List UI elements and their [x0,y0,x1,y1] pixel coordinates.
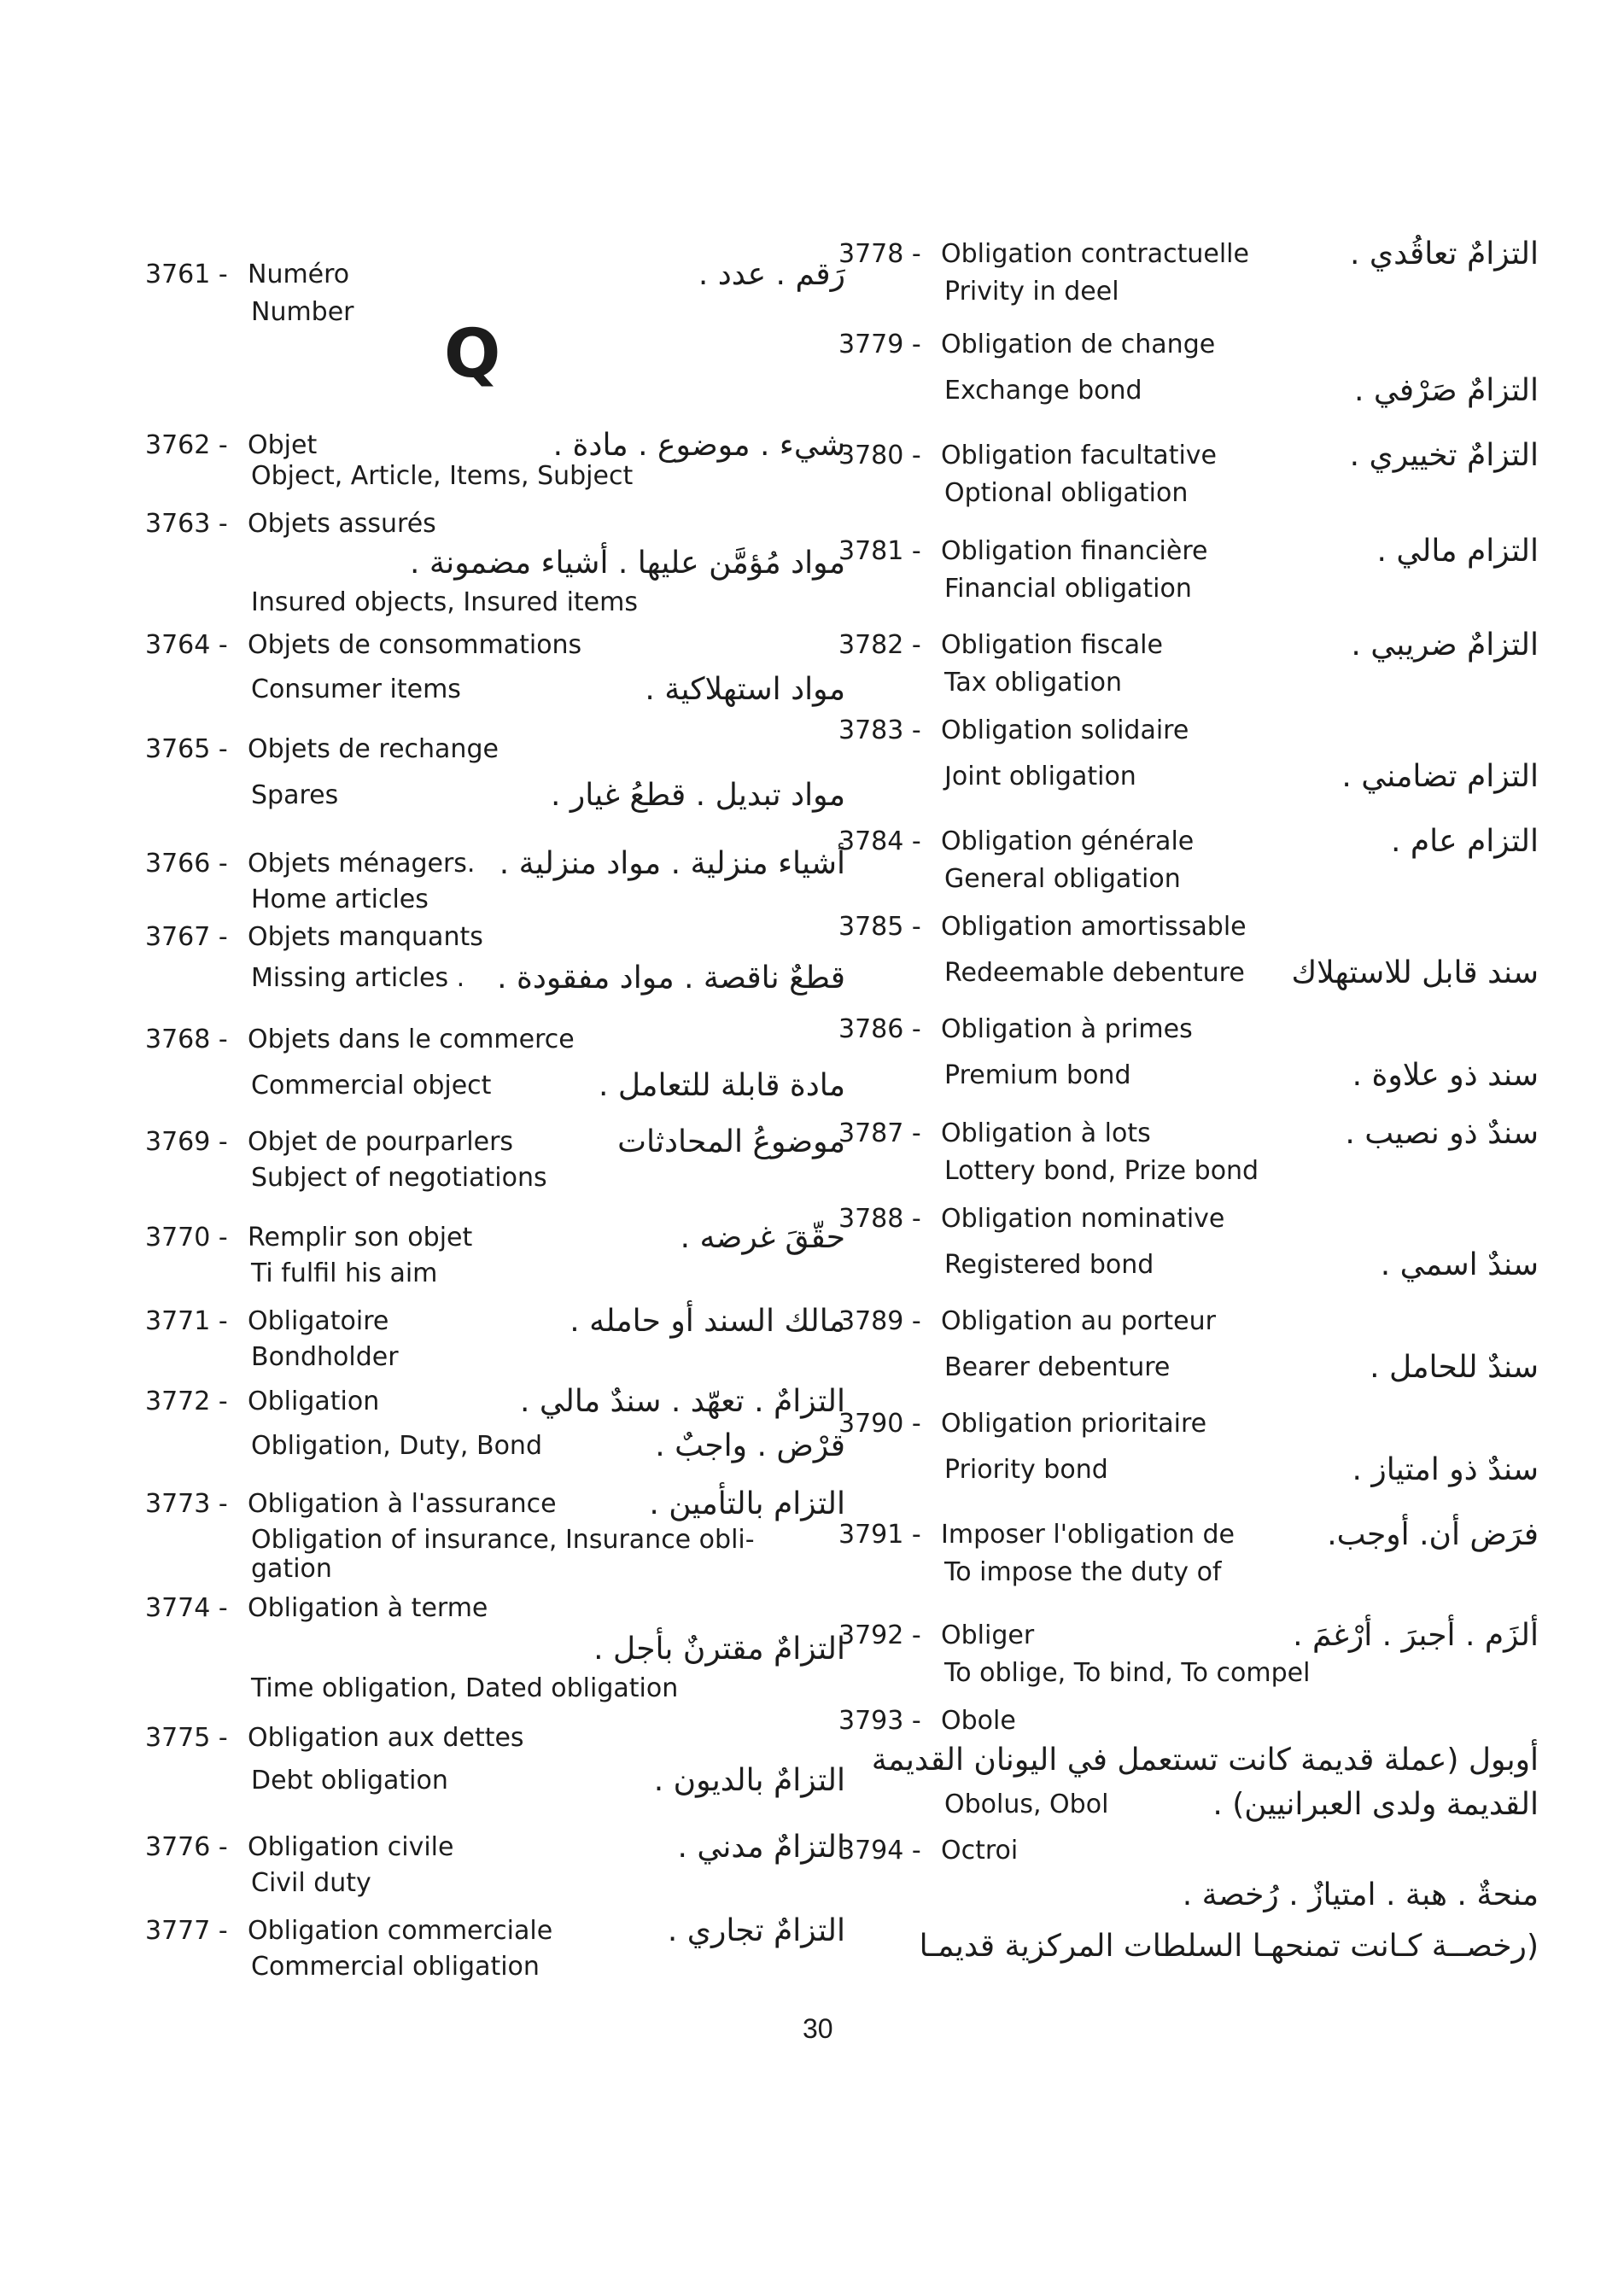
french-term: Obligation au porteur [941,1306,1216,1336]
english-term: Missing articles . [251,963,465,993]
english-term: Insured objects, Insured items [251,587,638,617]
page-number: 30 [803,2013,833,2044]
arabic-term: حقّقَ غرضه . [680,1220,845,1255]
english-term: Optional obligation [944,478,1189,508]
french-term: Objet [248,430,318,460]
entry-number: 3770 - [145,1223,228,1252]
french-term: Obligation aux dettes [248,1723,524,1753]
arabic-term-2: قرْض . واجبٌ . [655,1428,845,1463]
english-term: Bearer debenture [944,1352,1171,1382]
entry-number: 3780 - [838,441,921,470]
arabic-term: مالك السند أو حامله . [570,1304,845,1339]
english-term: Joint obligation [944,762,1136,791]
english-term: Civil duty [251,1868,371,1898]
english-term: Ti fulfil his aim [251,1258,438,1288]
entry-number: 3771 - [145,1306,228,1336]
french-term: Obligation amortissable [941,912,1247,942]
english-term: Commercial obligation [251,1952,540,1982]
french-term: Imposer l'obligation de [941,1520,1236,1550]
arabic-term: التزامٌ تخييري . [1349,438,1539,473]
french-term: Objets de consommations [248,630,582,660]
entry-number: 3779 - [838,330,921,359]
entry-number: 3774 - [145,1593,228,1623]
french-term: Remplir son objet [248,1223,473,1252]
french-term: Obligation fiscale [941,630,1163,660]
french-term: Obligation nominative [941,1204,1225,1234]
entry-number: 3781 - [838,536,921,566]
english-term: Commercial object [251,1071,492,1101]
english-term: Financial obligation [944,574,1192,604]
arabic-term: رَقم . عدد . [698,257,845,292]
arabic-term: قطعٌ ناقصة . مواد مفقودة . [497,960,845,996]
english-term: Object, Article, Items, Subject [251,461,634,491]
french-term: Obligation à terme [248,1593,488,1623]
arabic-term: التزامٌ مقترنٌ بأجل . [593,1632,845,1667]
arabic-term: فرَض أن. أوجب. [1327,1517,1539,1552]
french-term: Obligation [248,1387,380,1416]
french-term: Objets assurés [248,509,436,539]
entry-number: 3791 - [838,1520,921,1550]
french-term: Obligation financière [941,536,1208,566]
right-column [838,0,1539,2283]
section-letter: Q [444,316,501,393]
arabic-term: التزامٌ تجاري . [667,1913,845,1948]
entry-number: 3793 - [838,1706,921,1736]
english-term: Time obligation, Dated obligation [251,1673,679,1703]
entry-number: 3788 - [838,1204,921,1234]
english-term: Premium bond [944,1060,1131,1090]
arabic-term: التزامٌ . تعهّد . سندٌ مالي . [519,1384,845,1419]
french-term: Obligation civile [248,1832,454,1862]
entry-number: 3785 - [838,912,921,942]
french-term: Obligation solidaire [941,715,1189,745]
arabic-term: منحةٌ . هبة . امتيازٌ . رُخصة . [1182,1877,1539,1912]
english-term: Spares [251,780,339,810]
arabic-term: التزامٌ ضريبي . [1351,628,1539,663]
entry-number: 3766 - [145,849,228,879]
entry-number: 3776 - [145,1832,228,1862]
english-term: Obligation of insurance, Insurance obli- [251,1525,755,1555]
english-term: Privity in deel [944,277,1119,307]
entry-number: 3783 - [838,715,921,745]
french-term: Obligation générale [941,826,1195,856]
french-term: Obligation de change [941,330,1216,359]
english-term: Exchange bond [944,376,1142,406]
entry-number: 3769 - [145,1127,228,1157]
entry-number: 3765 - [145,734,228,764]
entry-number: 3786 - [838,1014,921,1044]
arabic-term: سندٌ ذو امتياز . [1352,1452,1539,1487]
english-term: Obolus, Obol [944,1790,1109,1819]
entry-number: 3767 - [145,922,228,952]
arabic-term: التزامٌ بالديون . [653,1763,845,1798]
arabic-term: التزام مالي . [1376,534,1539,569]
left-column [145,0,845,2283]
arabic-term: ألزَم . أجبرَ . أرْغمَ . [1293,1618,1539,1653]
french-term: Obligation prioritaire [941,1409,1207,1439]
arabic-term-2: (رخصــة كـانت تمنحهـا السلطات المركزية قديمـا [919,1929,1539,1964]
arabic-term: سندٌ اسمي . [1380,1247,1539,1282]
french-term: Obligation à primes [941,1014,1193,1044]
arabic-term: موضوعُ المحادثات [617,1124,845,1159]
arabic-term: سندٌ ذو نصيب . [1345,1116,1539,1151]
entry-number: 3763 - [145,509,228,539]
english-term: Lottery bond, Prize bond [944,1156,1259,1186]
french-term: Objets manquants [248,922,483,952]
english-term: Redeemable debenture [944,958,1245,988]
arabic-term: شيء . موضوع . مادة . [552,428,845,463]
french-term: Obligation facultative [941,441,1217,470]
french-term: Octroi [941,1836,1019,1866]
arabic-term: التزامٌ مدني . [677,1830,845,1865]
entry-number: 3773 - [145,1489,228,1519]
french-term: Obole [941,1706,1016,1736]
english-term: Registered bond [944,1250,1154,1280]
english-term: General obligation [944,864,1181,894]
entry-number: 3787 - [838,1118,921,1148]
arabic-term: التزامٌ تعاقُدي . [1350,236,1539,272]
english-term: Consumer items [251,674,461,704]
english-term-continued: gation [251,1554,332,1584]
arabic-term-2: القديمة ولدى العبرانيين) . [1212,1787,1539,1822]
arabic-term: مواد تبديل . قطعُ غيار . [550,778,845,813]
arabic-term: التزام عام . [1390,824,1539,859]
entry-number: 3792 - [838,1620,921,1650]
english-term: Priority bond [944,1455,1108,1485]
arabic-term: مادة قابلة للتعامل . [599,1068,845,1103]
english-term: Number [251,297,354,327]
french-term: Obligation à l'assurance [248,1489,557,1519]
entry-number: 3784 - [838,826,921,856]
entry-number: 3768 - [145,1025,228,1054]
english-term: Bondholder [251,1342,399,1372]
french-term: Objets dans le commerce [248,1025,575,1054]
english-term: To oblige, To bind, To compel [944,1658,1311,1688]
arabic-term: التزام تضامني . [1341,759,1539,794]
french-term: Obligation contractuelle [941,239,1249,269]
entry-number: 3772 - [145,1387,228,1416]
entry-number: 3777 - [145,1916,228,1946]
english-term: Debt obligation [251,1766,448,1795]
entry-number: 3782 - [838,630,921,660]
french-term: Obligation à lots [941,1118,1151,1148]
entry-number: 3794 - [838,1836,921,1866]
arabic-term: مواد مُؤمَّن عليها . أشياء مضمونة . [409,546,845,581]
english-term: Tax obligation [944,668,1122,698]
english-term: Obligation, Duty, Bond [251,1431,542,1461]
french-term: Numéro [248,260,350,289]
arabic-term: التزامٌ صَرْفي . [1354,373,1539,408]
french-term: Objet de pourparlers [248,1127,514,1157]
entry-number: 3789 - [838,1306,921,1336]
entry-number: 3762 - [145,430,228,460]
arabic-term: أوبول (عملة قديمة كانت تستعمل في اليونان القديمة [871,1743,1539,1778]
arabic-term: سند قابل للاستهلاك [1291,955,1539,990]
french-term: Obliger [941,1620,1035,1650]
arabic-term: مواد استهلاكية . [645,672,845,707]
entry-number: 3761 - [145,260,228,289]
english-term: To impose the duty of [944,1557,1222,1587]
french-term: Obligatoire [248,1306,389,1336]
french-term: Obligation commerciale [248,1916,553,1946]
arabic-term: التزام بالتأمين . [649,1486,845,1521]
french-term: Objets de rechange [248,734,499,764]
arabic-term: سند ذو علاوة . [1352,1058,1539,1093]
english-term: Home articles [251,885,429,914]
arabic-term: سندٌ للحامل . [1370,1350,1539,1385]
french-term: Objets ménagers. [248,849,476,879]
entry-number: 3764 - [145,630,228,660]
arabic-term: أشياء منزلية . مواد منزلية . [499,846,845,881]
entry-number: 3790 - [838,1409,921,1439]
entry-number: 3778 - [838,239,921,269]
entry-number: 3775 - [145,1723,228,1753]
english-term: Subject of negotiations [251,1163,547,1193]
